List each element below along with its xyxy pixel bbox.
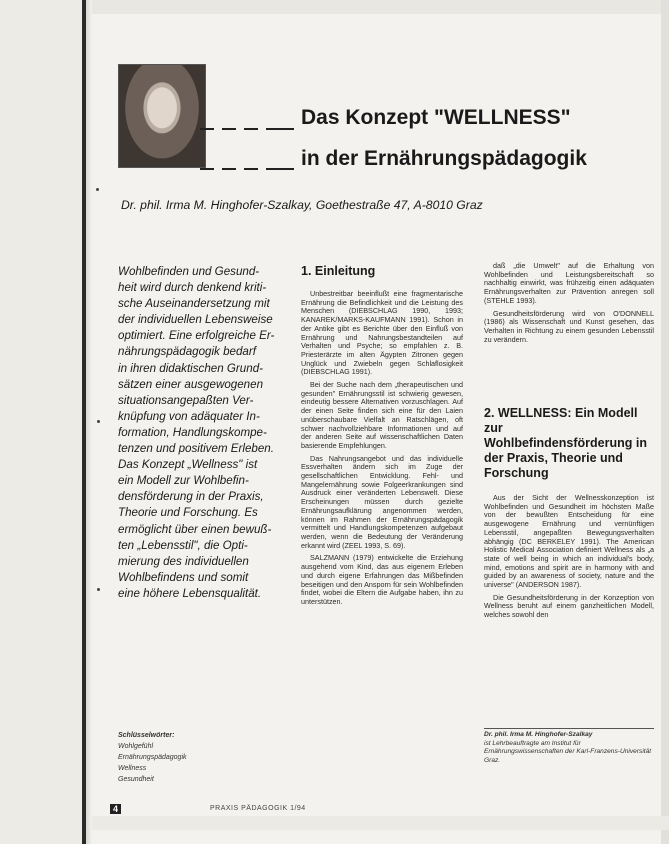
title-rule (222, 168, 236, 170)
author-line: Dr. phil. Irma M. Hinghofer-Szalkay, Goethestraße 47, A-8010 Graz (121, 198, 483, 212)
abstract-line: ein Modell zur Wohlbefin- (118, 474, 249, 488)
margin-mark (97, 420, 100, 423)
title-rule (266, 128, 294, 130)
abstract-line: sche Auseinandersetzung mit (118, 297, 270, 311)
abstract-line: Theorie und Forschung. Es (118, 506, 258, 520)
abstract-line: mierung des individuellen (118, 554, 249, 568)
abstract (118, 264, 286, 602)
abstract-line: ten „Lebensstil", die Opti- (118, 538, 248, 552)
title-rule (222, 128, 236, 130)
article-title-line1: Das Konzept "WELLNESS" (301, 106, 571, 129)
footnote-description: ist Lehrbeauftragte am Institut für Ernährungswissenschaften der Karl-Franzens-Universität Graz. (484, 739, 652, 764)
abstract-line: formation, Handlungskompe- (118, 425, 267, 439)
abstract-line: eine höhere Lebensqualität. (118, 586, 262, 600)
keyword: Wohlgefühl (118, 743, 154, 750)
page-number: 4 (110, 804, 121, 814)
title-rule (200, 168, 214, 170)
body-column-3-top (484, 262, 654, 390)
abstract-line: nährungspädagogik bedarf (118, 345, 256, 359)
keywords (118, 730, 187, 785)
abstract-line: tenzen und positivem Erleben. (118, 442, 274, 456)
page-footer-bar (92, 816, 669, 830)
body-paragraph: Bei der Suche nach dem „therapeutischen und gesunden" Ernährungsstil ist schwierig gewesen, eindeutig bessere Alternativen vorzuschlagen. Auf der einen Seite finden sich eine für den Laien unüberschaubare Vielfalt an Ratschlägen, oft schwer nachvollziehbare Informationen und auf der anderen Seite auf wissenschaftlichen Daten basierende Empfehlungen. (301, 380, 463, 450)
abstract-line: der individuellen Lebensweise (118, 313, 273, 327)
title-rule (244, 128, 258, 130)
body-paragraph: daß „die Umwelt" auf die Erhaltung von Wohlbefinden und Leistungsbereitschaft so nachhaltig einwirkt, was frühzeitig einen adäquaten Ernährungsverhalten zur Prävention anregen soll (STEHLE 1993). (484, 262, 654, 305)
abstract-line: densförderung in der Praxis, (118, 490, 264, 504)
body-paragraph: Das Nahrungsangebot und das individuelle Essverhalten ändern sich im Zuge der gesellschaftlichen Entwicklung. Fehl- und Mangelernährung sowie Folgeerkrankungen sind Ausdruck einer veränderten Lebenswelt. Diese Erscheinungen müssen durch gezielte Ernährungsaufklärung angenommen werden, können im Rahmen der Ernährungspädagogik vermittelt und Handlungskompetenzen aufgebaut werden, wenn die Bedeutung der Veränderung erkannt wird (ZEEL 1993, S. 69). (301, 453, 463, 550)
body-column-3-bottom (484, 494, 654, 720)
body-paragraph: SALZMANN (1979) entwickelte die Erziehung ausgehend vom Kind, das aus eigenem Erleben und durch eigene Erfahrungen das Mißbefinden beseitigen und den Ansporn für sein Wohlbefinden findet, wobei die Eltern die Aufgabe haben, ihn zu unterstützen. (301, 553, 463, 606)
abstract-line: Wohlbefinden und Gesund- (118, 265, 260, 278)
scan-edge-top (0, 0, 669, 14)
abstract-line: ermöglicht über einen bewuß- (118, 522, 272, 536)
body-paragraph: Aus der Sicht der Wellnesskonzeption ist Wohlbefinden und Gesundheit im höchsten Maße von der bewußten Entscheidung für eine ausgewogene Ernährung und vernünftigen Lebensstil, angepaßten Bewegungsverhalten abhängig (DC BERKELEY 1991). The American Holistic Medical Association definiert Wellness als „a state of well being in which an individual's body, mind, emotions and spirit are in harmony with and guided by an awareness of society, nature and the universe" (ANDERSON 1987). (484, 494, 654, 590)
footnote-rule (484, 728, 654, 729)
body-paragraph: Unbestreitbar beeinflußt eine fragmentarische Ernährung die Befindlichkeit und die Leistung des Menschen (DIEBSCHLAG 1990, 1993; KANAREK/MARKS-KAUFMANN 1991). Schon in der Antike gibt es Berichte über den Einfluß von Ernährung und Nahrungsbestandteilen auf Verhalten und Psyche; so empfahlen z. B. Priesterärzte im alten Ägypten Zitronen gegen Unglück und Zwiebeln gegen Schlaflosigkeit (DIEBSCHLAG 1991). (301, 290, 463, 377)
abstract-line: knüpfung von adäquater In- (118, 409, 260, 423)
page-binding-shadow (0, 0, 92, 844)
keyword: Gesundheit (118, 776, 154, 783)
abstract-line: heit wird durch denkend kriti- (118, 281, 267, 295)
section-heading-2: 2. WELLNESS: Ein Modell zur Wohlbefindensförderung in der Praxis, Theorie und Forschung (484, 406, 647, 480)
journal-footer: PRAXIS PÄDAGOGIK 1/94 (210, 805, 306, 812)
abstract-line: Das Konzept „Wellness" ist (118, 458, 258, 472)
abstract-line: sätzen einer ausgewogenen (118, 377, 264, 391)
keywords-label: Schlüsselwörter: (118, 732, 175, 739)
section-heading-1: 1. Einleitung (301, 264, 376, 278)
footnote-author-name: Dr. phil. Irma M. Hinghofer-Szalkay (484, 731, 593, 738)
title-rule (200, 128, 214, 130)
title-rule (244, 168, 258, 170)
abstract-line: Wohlbefindens und somit (118, 570, 249, 584)
abstract-line: optimiert. Eine erfolgreiche Er- (118, 329, 275, 343)
abstract-line: situationsangepaßten Ver- (118, 393, 254, 407)
body-paragraph: Gesundheitsförderung wird von O'DONNELL (1986) als Wissenschaft und Kunst gesehen, das Verhalten in Richtung zu einem gesunden Lebensstil zu verändern. (484, 308, 654, 344)
body-column-2 (301, 290, 463, 726)
title-rule (266, 168, 294, 170)
author-footnote (484, 731, 654, 765)
margin-mark (97, 588, 100, 591)
scan-edge-right (661, 0, 669, 844)
keyword: Ernährungspädagogik (118, 754, 187, 761)
keyword: Wellness (118, 765, 147, 772)
article-title-line2: in der Ernährungspädagogik (301, 147, 587, 170)
body-paragraph: Die Gesundheitsförderung in der Konzeption von Wellness beruht auf einem ganzheitlichen Modell, welches sowohl den (484, 592, 654, 620)
margin-mark (96, 188, 99, 191)
author-photo (118, 64, 206, 168)
abstract-line: in ihren didaktischen Grund- (118, 361, 264, 375)
